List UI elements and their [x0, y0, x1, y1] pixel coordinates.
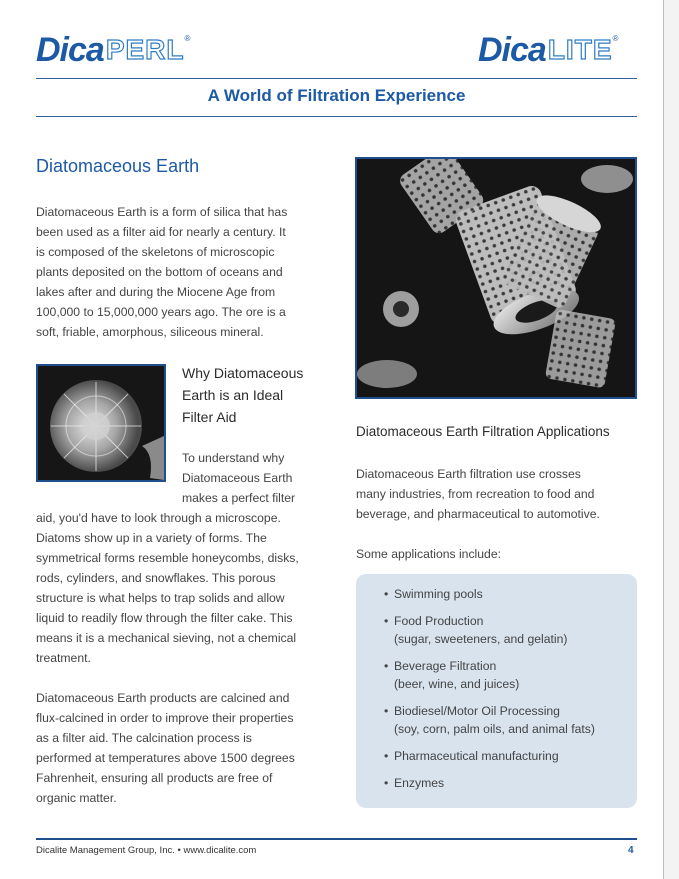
- calcined-paragraph: [36, 688, 336, 808]
- dicaperl-logo: [36, 30, 190, 70]
- applications-list: [384, 585, 595, 801]
- text-line: means it is a mechanical sieving, not a chemical: [36, 631, 297, 645]
- registered-mark: ®: [612, 34, 619, 43]
- list-item: [384, 612, 595, 648]
- text-line: many industries, from recreation to food and: [356, 487, 595, 501]
- list-item: [384, 702, 595, 738]
- intro-paragraph: [36, 202, 336, 342]
- page-margin: [664, 0, 679, 879]
- text-line: lakes after and during the Miocene Age from: [36, 285, 276, 299]
- text-line: aid, you'd have to look through a microscope.: [36, 511, 281, 525]
- text-line: Diatomaceous Earth is a form of silica that has: [36, 205, 288, 219]
- header-rule-top: [36, 78, 637, 79]
- app-detail: (sugar, sweeteners, and gelatin): [394, 632, 568, 646]
- heading-line: Filter Aid: [182, 409, 237, 425]
- logo-right-light: LITE: [547, 34, 613, 65]
- app-detail: (soy, corn, palm oils, and animal fats): [394, 722, 595, 736]
- text-line: Diatomaceous Earth filtration use crosses: [356, 467, 581, 481]
- app-label: Food Production: [394, 614, 484, 628]
- tagline: A World of Filtration Experience: [207, 86, 466, 105]
- app-label: Beverage Filtration: [394, 659, 497, 673]
- text-line: makes a perfect filter: [182, 491, 296, 505]
- text-line: beverage, and pharmaceutical to automotive.: [356, 507, 600, 521]
- section-heading-diatomaceous-earth: Diatomaceous Earth: [36, 156, 200, 176]
- heading-line: Why Diatomaceous: [182, 365, 304, 381]
- section-heading-filtration-applications: Diatomaceous Earth Filtration Applications: [356, 424, 610, 439]
- text-line: treatment.: [36, 651, 91, 665]
- text-line: To understand why: [182, 451, 285, 465]
- footer-company: Dicalite Management Group, Inc. • www.dicalite.com: [36, 845, 257, 856]
- diatom-disk-micrograph: [36, 364, 166, 482]
- logo-left-light: PERL: [105, 34, 185, 65]
- text-line: liquid to readily flow through the filter cake. This: [36, 611, 293, 625]
- registered-mark: ®: [184, 34, 191, 43]
- text-line: plants deposited on the bottom of oceans and: [36, 265, 283, 279]
- text-line: organic matter.: [36, 791, 117, 805]
- page-number: 4: [628, 845, 634, 856]
- logo-right-bold: Dica: [478, 30, 546, 69]
- list-item: [384, 657, 595, 693]
- app-label: Pharmaceutical manufacturing: [394, 749, 559, 763]
- list-item: [384, 747, 595, 765]
- app-label: Enzymes: [394, 776, 445, 790]
- applications-intro: [356, 464, 641, 524]
- dicalite-logo: [478, 30, 618, 70]
- text-line: symmetrical forms resemble honeycombs, disks,: [36, 551, 299, 565]
- some-applications-label: Some applications include:: [356, 547, 501, 561]
- text-line: flux-calcined in order to improve their properties: [36, 711, 294, 725]
- text-line: rods, cylinders, and snowflakes. This porous: [36, 571, 276, 585]
- app-label: Biodiesel/Motor Oil Processing: [394, 704, 560, 718]
- text-line: performed at temperatures above 1500 degrees: [36, 751, 295, 765]
- app-detail: (beer, wine, and juices): [394, 677, 520, 691]
- text-line: Fahrenheit, ensuring all products are free of: [36, 771, 273, 785]
- why-diatomaceous-heading: [182, 362, 303, 428]
- why-paragraph-wide: [36, 508, 336, 668]
- text-line: as a filter aid. The calcination process is: [36, 731, 252, 745]
- text-line: Diatomaceous Earth: [182, 471, 293, 485]
- text-line: Diatoms show up in a variety of forms. The: [36, 531, 267, 545]
- text-line: is composed of the skeletons of microscopic: [36, 245, 275, 259]
- list-item: [384, 585, 595, 603]
- heading-line: Earth is an Ideal: [182, 387, 284, 403]
- text-line: 100,000 to 15,000,000 years ago. The ore is a: [36, 305, 286, 319]
- text-line: Diatomaceous Earth products are calcined and: [36, 691, 290, 705]
- diatom-cylinders-micrograph: [355, 157, 637, 399]
- text-line: soft, friable, amorphous, siliceous mineral.: [36, 325, 264, 339]
- footer-rule: [36, 838, 637, 840]
- text-line: been used as a filter aid for nearly a century. It: [36, 225, 286, 239]
- applications-box: [356, 574, 637, 808]
- why-paragraph-narrow: [182, 448, 332, 508]
- list-item: [384, 774, 595, 792]
- logo-left-bold: Dica: [36, 30, 104, 69]
- text-line: structure is what helps to trap solids and allow: [36, 591, 285, 605]
- header-rule-bottom: [36, 116, 637, 117]
- app-label: Swimming pools: [394, 587, 483, 601]
